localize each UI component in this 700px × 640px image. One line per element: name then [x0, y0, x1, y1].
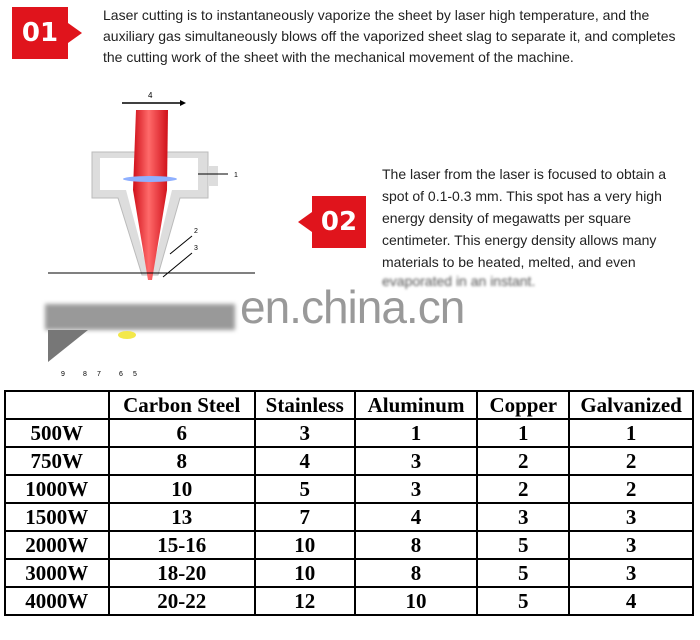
power-cell: 1500W	[5, 503, 109, 531]
laser-cutting-diagram	[0, 80, 300, 380]
thickness-cell: 1	[477, 419, 569, 447]
thickness-cell: 2	[477, 447, 569, 475]
thickness-cell: 2	[569, 475, 693, 503]
label-9: 9	[61, 371, 65, 378]
label-3: 3	[194, 245, 198, 252]
label-2: 2	[194, 228, 198, 235]
label-5: 5	[133, 371, 137, 378]
column-header: Copper	[477, 391, 569, 419]
thickness-cell: 8	[109, 447, 255, 475]
thickness-cell: 3	[477, 503, 569, 531]
label-4: 4	[148, 91, 153, 100]
thickness-cell: 10	[255, 531, 355, 559]
thickness-cell: 18-20	[109, 559, 255, 587]
column-header: Carbon Steel	[109, 391, 255, 419]
column-header	[5, 391, 109, 419]
thickness-cell: 3	[255, 419, 355, 447]
thickness-cell: 10	[355, 587, 478, 615]
step-02-text-tail: evaporated in an instant.	[382, 273, 536, 289]
watermark: en.china.cn	[240, 281, 465, 333]
thickness-cell: 15-16	[109, 531, 255, 559]
column-header: Aluminum	[355, 391, 478, 419]
table-row	[5, 447, 693, 475]
thickness-cell: 5	[477, 559, 569, 587]
thickness-cell: 12	[255, 587, 355, 615]
thickness-cell: 3	[355, 475, 478, 503]
table-row	[5, 559, 693, 587]
sheet	[45, 304, 235, 330]
thickness-cell: 3	[355, 447, 478, 475]
step-badge-02: 02	[312, 196, 366, 248]
table-header-row	[5, 391, 693, 419]
thickness-cell: 4	[355, 503, 478, 531]
table-row	[5, 531, 693, 559]
thickness-cell: 4	[569, 587, 693, 615]
thickness-cell: 1	[569, 419, 693, 447]
thickness-cell: 8	[355, 531, 478, 559]
power-cell: 3000W	[5, 559, 109, 587]
table-row	[5, 419, 693, 447]
thickness-cell: 6	[109, 419, 255, 447]
thickness-cell: 8	[355, 559, 478, 587]
thickness-cell: 2	[477, 475, 569, 503]
label-8: 8	[83, 371, 87, 378]
thickness-cell: 7	[255, 503, 355, 531]
column-header: Stainless	[255, 391, 355, 419]
thickness-cell: 1	[355, 419, 478, 447]
thickness-cell: 3	[569, 503, 693, 531]
thickness-cell: 4	[255, 447, 355, 475]
lens	[123, 176, 177, 182]
thickness-cell: 10	[109, 475, 255, 503]
step-01-text: Laser cutting is to instantaneously vaporize the sheet by laser high temperature, and the auxiliary gas simultaneously blows off the vaporized sheet slag to separate it, and completes the cutting work of the sheet with the mechanical movement of the machine.	[103, 7, 676, 65]
table-row	[5, 503, 693, 531]
thickness-cell: 2	[569, 447, 693, 475]
power-cell: 750W	[5, 447, 109, 475]
step-badge-01: 01	[12, 7, 68, 59]
power-cell: 1000W	[5, 475, 109, 503]
label-6: 6	[119, 371, 123, 378]
thickness-cell: 5	[477, 531, 569, 559]
thickness-cell: 13	[109, 503, 255, 531]
label-1: 1	[234, 172, 238, 179]
cutting-thickness-table	[4, 390, 694, 616]
table-row	[5, 587, 693, 615]
power-cell: 500W	[5, 419, 109, 447]
thickness-cell: 3	[569, 531, 693, 559]
table-row	[5, 475, 693, 503]
column-header: Galvanized	[569, 391, 693, 419]
thickness-cell: 3	[569, 559, 693, 587]
label-7: 7	[97, 371, 101, 378]
power-cell: 2000W	[5, 531, 109, 559]
thickness-cell: 5	[477, 587, 569, 615]
step-02-text: The laser from the laser is focused to obtain a spot of 0.1-0.3 mm. This spot has a very high energy density of megawatts per square centimeter. This energy density allows many materials to be heated, melted, and even	[382, 166, 667, 270]
thickness-cell: 20-22	[109, 587, 255, 615]
thickness-cell: 10	[255, 559, 355, 587]
power-cell: 4000W	[5, 587, 109, 615]
thickness-cell: 5	[255, 475, 355, 503]
